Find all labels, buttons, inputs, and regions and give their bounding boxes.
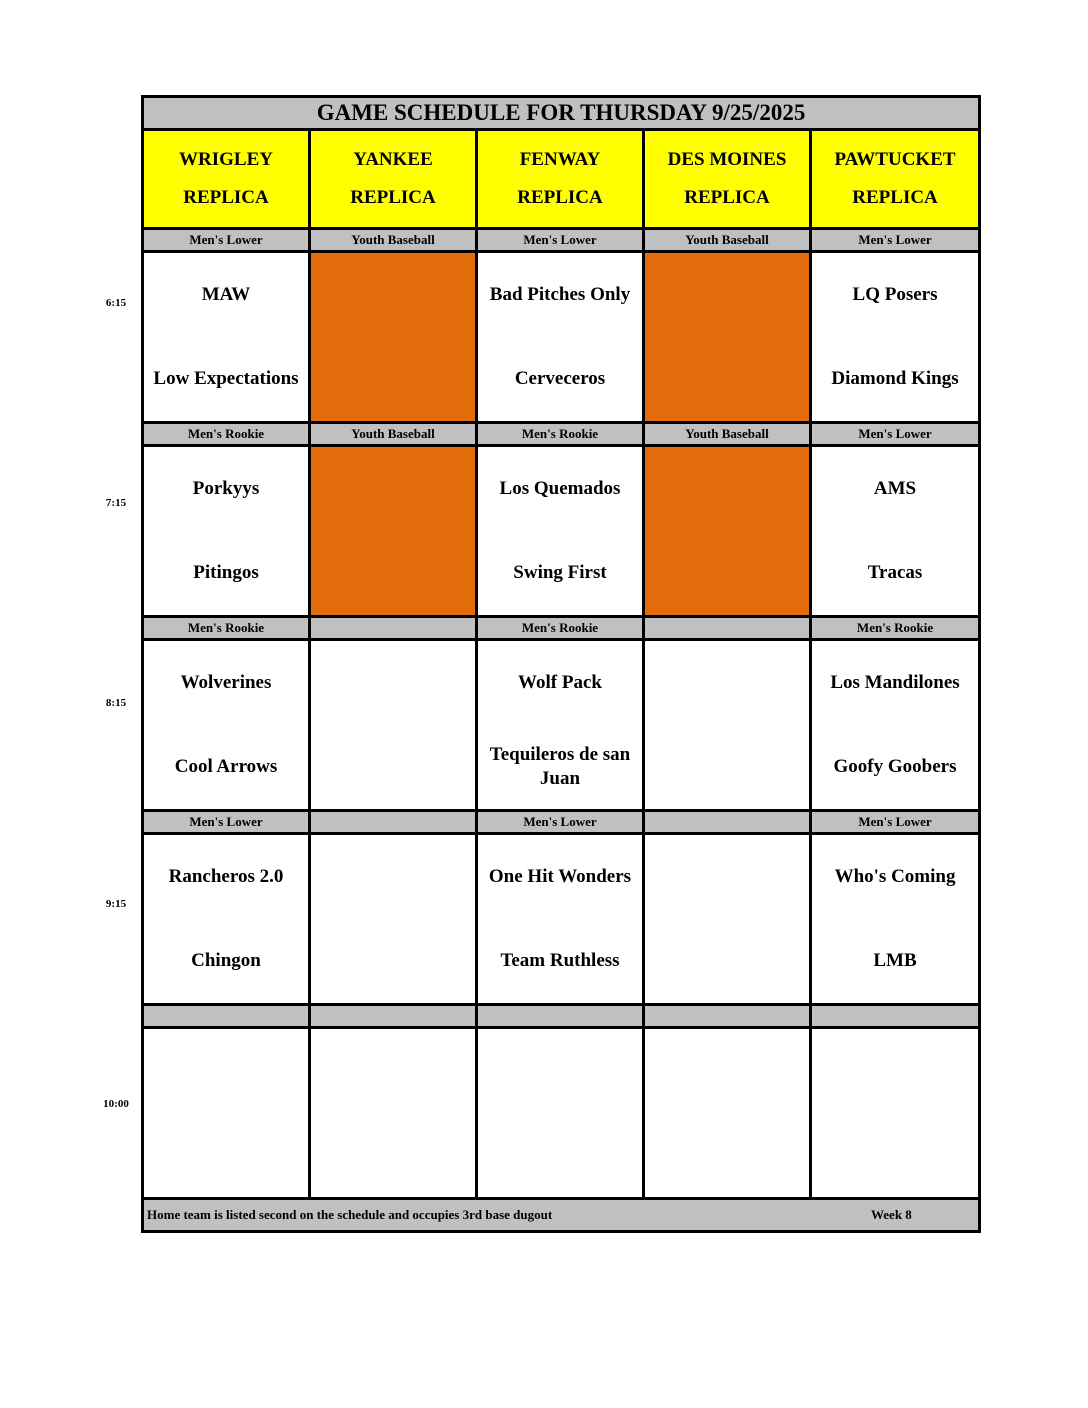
game-cell	[811, 640, 980, 811]
home-team: Goofy Goobers	[833, 756, 957, 777]
game-cell	[143, 1028, 310, 1199]
division-label	[143, 1005, 310, 1028]
away-team: Who's Coming	[834, 866, 956, 887]
field-header	[143, 130, 310, 229]
home-team: Low Expectations	[153, 368, 299, 389]
game-row	[143, 446, 980, 617]
footer-note: Home team is listed second on the schedule and occupies 3rd base dugout	[147, 1207, 553, 1222]
division-label: Men's Lower	[477, 811, 644, 834]
home-team	[478, 1113, 642, 1197]
game-cell	[143, 446, 310, 617]
time-label: 7:15	[105, 497, 127, 509]
division-label: Men's Rookie	[477, 617, 644, 640]
away-team	[311, 253, 475, 337]
away-team	[144, 1029, 308, 1113]
division-label	[644, 617, 811, 640]
field-header-row	[143, 130, 980, 229]
game-cell	[644, 1028, 811, 1199]
away-team	[645, 253, 809, 337]
field-suffix: REPLICA	[852, 187, 938, 208]
field-header	[644, 130, 811, 229]
blocked-slot	[644, 446, 811, 617]
time-label: 8:15	[105, 697, 127, 709]
away-team: Wolverines	[180, 672, 272, 693]
division-label	[811, 1005, 980, 1028]
division-row	[143, 229, 980, 252]
home-team: Cerveceros	[514, 368, 606, 389]
field-name: YANKEE	[353, 149, 433, 170]
division-row	[143, 617, 980, 640]
home-team: Diamond Kings	[831, 368, 959, 389]
division-label: Men's Lower	[811, 229, 980, 252]
blocked-slot	[310, 446, 477, 617]
division-label	[310, 1005, 477, 1028]
field-name: FENWAY	[519, 149, 601, 170]
field-name: PAWTUCKET	[834, 149, 956, 170]
away-team: Los Quemados	[499, 478, 621, 499]
home-team: Chingon	[191, 950, 261, 971]
game-cell	[811, 446, 980, 617]
game-cell	[811, 1028, 980, 1199]
away-team: Porkyys	[192, 478, 260, 499]
away-team: LQ Posers	[852, 284, 938, 305]
title-row	[143, 97, 980, 130]
away-team: Bad Pitches Only	[489, 284, 631, 305]
time-label: 6:15	[105, 297, 127, 309]
division-label: Men's Lower	[811, 811, 980, 834]
game-cell	[310, 1028, 477, 1199]
field-header	[811, 130, 980, 229]
game-cell	[644, 640, 811, 811]
home-team: LMB	[873, 950, 917, 971]
home-team	[645, 531, 809, 615]
schedule-title: GAME SCHEDULE FOR THURSDAY 9/25/2025	[143, 97, 980, 130]
division-label: Men's Lower	[143, 229, 310, 252]
home-team	[645, 1113, 809, 1197]
game-cell	[644, 834, 811, 1005]
home-team	[812, 1113, 978, 1197]
time-label: 9:15	[105, 898, 127, 910]
away-team: Los Mandilones	[830, 672, 960, 693]
away-team: One Hit Wonders	[488, 866, 632, 887]
game-cell	[811, 252, 980, 423]
field-suffix: REPLICA	[517, 187, 603, 208]
away-team	[645, 447, 809, 531]
game-cell	[310, 640, 477, 811]
field-name: WRIGLEY	[179, 149, 273, 170]
home-team	[311, 337, 475, 421]
division-label: Men's Rookie	[477, 423, 644, 446]
away-team	[311, 835, 475, 919]
home-team	[645, 725, 809, 809]
game-cell	[143, 640, 310, 811]
away-team: MAW	[201, 284, 251, 305]
game-cell	[143, 252, 310, 423]
division-label: Youth Baseball	[644, 229, 811, 252]
game-row	[143, 640, 980, 811]
home-team	[311, 1113, 475, 1197]
home-team	[311, 725, 475, 809]
division-label	[310, 811, 477, 834]
division-label	[644, 1005, 811, 1028]
footer	[143, 1199, 980, 1232]
division-label: Men's Lower	[143, 811, 310, 834]
field-header	[310, 130, 477, 229]
schedule-table	[141, 95, 981, 1233]
division-row	[143, 423, 980, 446]
division-row	[143, 1005, 980, 1028]
away-team	[311, 641, 475, 725]
home-team	[311, 919, 475, 1003]
away-team: Rancheros 2.0	[168, 866, 284, 887]
blocked-slot	[310, 252, 477, 423]
division-label: Men's Rookie	[811, 617, 980, 640]
field-suffix: REPLICA	[350, 187, 436, 208]
division-label: Men's Lower	[477, 229, 644, 252]
away-team: Wolf Pack	[518, 672, 602, 693]
away-team	[645, 1029, 809, 1113]
division-label: Men's Rookie	[143, 617, 310, 640]
home-team: Swing First	[513, 562, 607, 583]
division-label	[477, 1005, 644, 1028]
game-cell	[477, 252, 644, 423]
home-team: Cool Arrows	[174, 756, 278, 777]
game-row	[143, 252, 980, 423]
division-label: Youth Baseball	[310, 423, 477, 446]
division-label	[310, 617, 477, 640]
home-team: Team Ruthless	[500, 950, 620, 971]
game-cell	[310, 834, 477, 1005]
game-row	[143, 834, 980, 1005]
field-suffix: REPLICA	[183, 187, 269, 208]
blocked-slot	[644, 252, 811, 423]
footer-row	[143, 1199, 980, 1232]
division-label: Men's Rookie	[143, 423, 310, 446]
home-team: Tracas	[867, 562, 923, 583]
game-row	[143, 1028, 980, 1199]
away-team	[645, 835, 809, 919]
week-label: Week 8	[871, 1207, 912, 1222]
away-team	[645, 641, 809, 725]
field-suffix: REPLICA	[684, 187, 770, 208]
division-label: Youth Baseball	[310, 229, 477, 252]
home-team	[645, 919, 809, 1003]
division-row	[143, 811, 980, 834]
division-label	[644, 811, 811, 834]
game-cell	[477, 834, 644, 1005]
away-team	[311, 1029, 475, 1113]
game-cell	[143, 834, 310, 1005]
game-cell	[477, 1028, 644, 1199]
away-team	[478, 1029, 642, 1113]
home-team: Tequileros de san Juan	[489, 744, 631, 789]
away-team	[812, 1029, 978, 1113]
home-team	[144, 1113, 308, 1197]
away-team	[311, 447, 475, 531]
away-team: AMS	[873, 478, 917, 499]
division-label: Men's Lower	[811, 423, 980, 446]
field-name: DES MOINES	[667, 149, 787, 170]
home-team	[645, 337, 809, 421]
game-cell	[811, 834, 980, 1005]
division-label: Youth Baseball	[644, 423, 811, 446]
field-header	[477, 130, 644, 229]
game-cell	[477, 446, 644, 617]
game-cell	[477, 640, 644, 811]
time-label: 10:00	[103, 1098, 129, 1110]
home-team: Pitingos	[193, 562, 259, 583]
home-team	[311, 531, 475, 615]
